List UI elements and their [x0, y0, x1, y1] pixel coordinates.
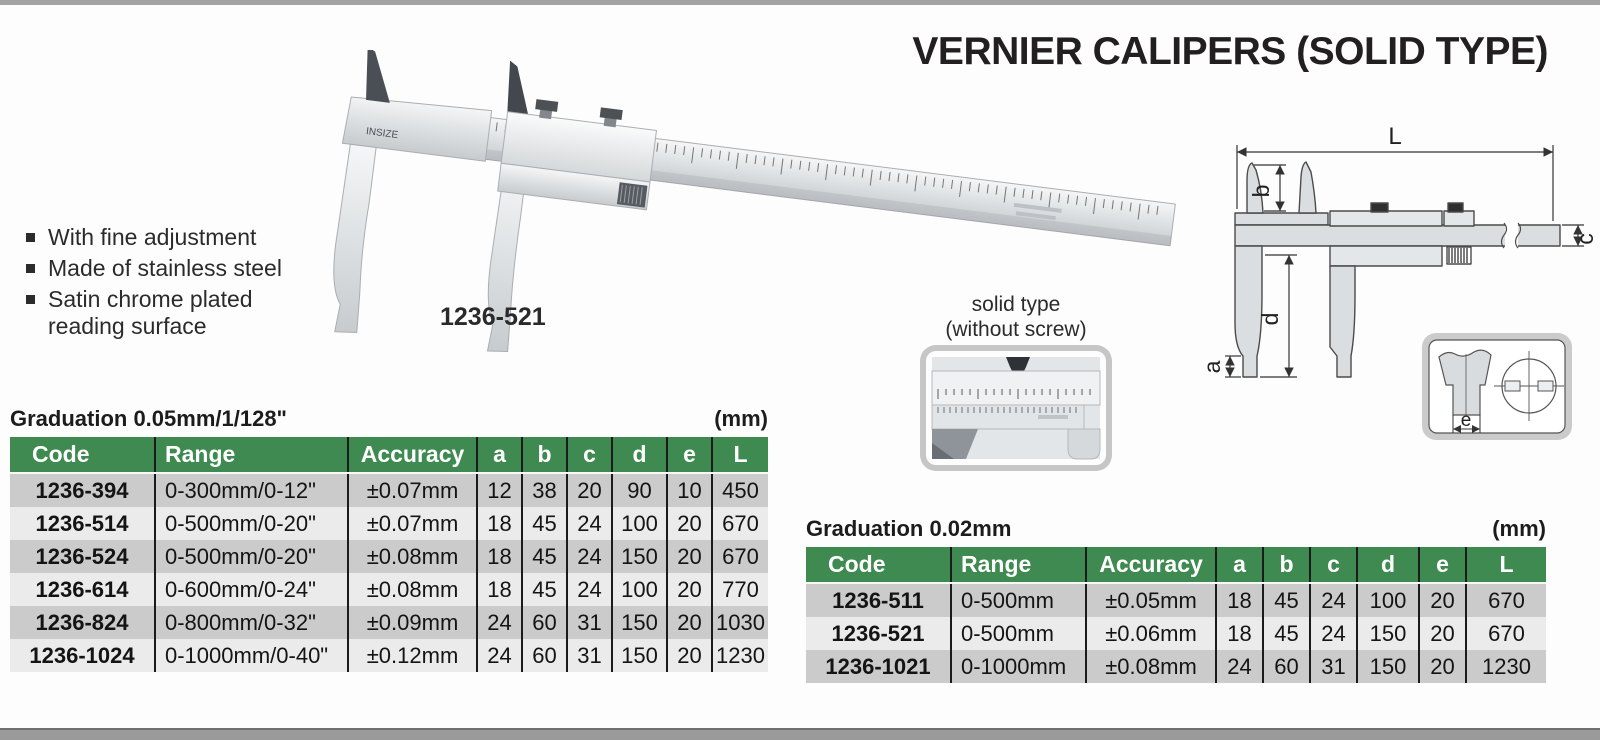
table-cell: 20	[667, 573, 712, 606]
table-cell: 0-300mm/0-12"	[155, 473, 348, 507]
table-cell: 770	[712, 573, 768, 606]
table-cell: 24	[567, 573, 612, 606]
table-cell: ±0.05mm	[1086, 583, 1216, 617]
closeup-caption-line2: (without screw)	[945, 318, 1087, 341]
column-header-e: e	[667, 437, 712, 473]
clamp-screw-knob	[600, 107, 623, 120]
table-cell: 1236-514	[35, 510, 129, 536]
column-header-accuracy: Accuracy	[1086, 547, 1216, 583]
table-cell: 150	[1357, 617, 1419, 650]
table-cell: 100	[612, 573, 667, 606]
table-cell: 100	[612, 507, 667, 540]
table-cell: ±0.06mm	[1086, 617, 1216, 650]
column-header-e: e	[1419, 547, 1466, 583]
table-cell: 20	[667, 507, 712, 540]
feature-item	[26, 255, 286, 282]
table-cell: 0-500mm/0-20"	[155, 540, 348, 573]
table-row	[10, 606, 768, 639]
table-cell: 1236-521	[831, 620, 925, 646]
spec-table	[10, 437, 768, 672]
movable-lower-jaw-outline	[1330, 266, 1355, 377]
table-cell: 20	[667, 606, 712, 639]
table-cell: 18	[1216, 583, 1263, 617]
column-header-code: Code	[10, 437, 155, 473]
spec-table-graduation-005	[10, 437, 768, 672]
column-header-range: Range	[951, 547, 1086, 583]
table-row	[10, 540, 768, 573]
square-bullet-icon	[26, 264, 35, 273]
table-row	[806, 650, 1546, 683]
table-row	[10, 573, 768, 606]
spec-table-graduation-002	[806, 547, 1546, 683]
table-cell: 24	[477, 606, 522, 639]
table-cell: 1230	[1466, 650, 1546, 683]
table-cell: 24	[567, 507, 612, 540]
dim-label-d: d	[1257, 312, 1283, 326]
table-cell: 20	[1419, 650, 1466, 683]
closeup-caption-line1: solid type	[971, 293, 1061, 316]
contact-face	[1538, 381, 1553, 391]
fine-adjust-plate-outline	[1444, 211, 1474, 226]
contact-face	[1505, 381, 1520, 391]
column-header-l: L	[712, 437, 768, 473]
table-cell: 45	[1263, 583, 1310, 617]
table-title: Graduation 0.02mm	[806, 516, 1012, 541]
top-border-bar	[0, 0, 1600, 5]
feature-item	[26, 224, 286, 251]
table-cell: 1236-1024	[29, 642, 135, 668]
table-row	[10, 507, 768, 540]
table-cell: 670	[712, 507, 768, 540]
fixed-lower-jaw-outline	[1235, 246, 1262, 377]
square-bullet-icon	[26, 233, 35, 242]
table-cell: ±0.09mm	[348, 606, 477, 639]
table-cell: 45	[522, 573, 567, 606]
table-cell: 150	[1357, 650, 1419, 683]
page-title: VERNIER CALIPERS (SOLID TYPE)	[912, 30, 1548, 73]
bottom-border-bar	[0, 728, 1600, 740]
table-cell: 0-500mm	[951, 617, 1086, 650]
table-cell: ±0.07mm	[348, 507, 477, 540]
closeup-caption	[918, 292, 1114, 342]
thumb-screw	[1371, 203, 1388, 212]
table-title: Graduation 0.05mm/1/128"	[10, 406, 287, 431]
spec-table	[806, 547, 1546, 683]
table-cell: 150	[612, 540, 667, 573]
table-row	[806, 583, 1546, 617]
table-row	[806, 617, 1546, 650]
table-cell: 100	[1357, 583, 1419, 617]
table-cell: 45	[1263, 617, 1310, 650]
table-cell: 20	[667, 639, 712, 672]
closeup-marking	[1038, 415, 1068, 419]
fixed-lower-jaw	[325, 144, 380, 335]
column-header-c: c	[1310, 547, 1357, 583]
table-cell: 1236-824	[35, 609, 129, 635]
table-cell: 20	[567, 473, 612, 507]
knurl-hatch	[1449, 248, 1467, 263]
table-cell: 38	[522, 473, 567, 507]
table-cell: 1236-511	[832, 587, 924, 613]
dimension-diagram	[1185, 95, 1600, 465]
table-cell: 12	[477, 473, 522, 507]
slider-plate-outline	[1330, 211, 1442, 226]
column-header-range: Range	[155, 437, 348, 473]
dim-label-e: e	[1460, 410, 1472, 431]
table-cell: 18	[477, 573, 522, 606]
table-row	[10, 473, 768, 507]
feature-text: Made of stainless steel	[48, 255, 282, 281]
table-cell: 0-600mm/0-24"	[155, 573, 348, 606]
feature-list	[26, 224, 286, 344]
slider-lower-outline	[1330, 246, 1442, 266]
table-title-row	[10, 406, 768, 432]
dim-label-L: L	[1388, 123, 1402, 150]
table-cell: 0-1000mm/0-40"	[155, 639, 348, 672]
table-cell: 31	[567, 606, 612, 639]
dim-label-c: c	[1572, 233, 1598, 245]
dim-label-a: a	[1199, 360, 1225, 374]
table-cell: ±0.08mm	[1086, 650, 1216, 683]
table-cell: 20	[1419, 583, 1466, 617]
table-title-row	[806, 516, 1546, 542]
table-cell: 60	[522, 639, 567, 672]
table-cell: 0-1000mm	[951, 650, 1086, 683]
table-cell: 10	[667, 473, 712, 507]
head-outline	[1235, 213, 1328, 225]
column-header-d: d	[1357, 547, 1419, 583]
column-header-code: Code	[806, 547, 951, 583]
table-cell: 450	[712, 473, 768, 507]
table-cell: 18	[477, 507, 522, 540]
column-header-c: c	[567, 437, 612, 473]
table-cell: 1236-614	[35, 576, 129, 602]
table-cell: 24	[567, 540, 612, 573]
column-header-d: d	[612, 437, 667, 473]
table-row	[10, 639, 768, 672]
table-cell: 1236-524	[35, 543, 129, 569]
table-cell: 24	[477, 639, 522, 672]
feature-text: With fine adjustment	[48, 224, 257, 250]
table-cell: ±0.07mm	[348, 473, 477, 507]
table-cell: 45	[522, 540, 567, 573]
table-cell: ±0.08mm	[348, 573, 477, 606]
clamp-screw-knob	[535, 99, 558, 112]
table-cell: 670	[712, 540, 768, 573]
feature-item	[26, 286, 286, 340]
column-header-a: a	[477, 437, 522, 473]
closeup-beam	[932, 371, 1100, 405]
table-cell: 150	[612, 606, 667, 639]
movable-knife-jaw-outline	[1299, 162, 1316, 213]
table-cell: 45	[522, 507, 567, 540]
table-unit: (mm)	[1492, 516, 1546, 541]
table-cell: 24	[1216, 650, 1263, 683]
table-cell: 18	[1216, 617, 1263, 650]
table-cell: 90	[612, 473, 667, 507]
table-cell: 670	[1466, 617, 1546, 650]
closeup-jaw-end	[1068, 429, 1100, 459]
column-header-b: b	[1263, 547, 1310, 583]
table-cell: 0-500mm/0-20"	[155, 507, 348, 540]
table-cell: 24	[1310, 583, 1357, 617]
movable-knife-jaw	[503, 61, 536, 119]
table-cell: 1030	[712, 606, 768, 639]
table-cell: 1230	[712, 639, 768, 672]
table-cell: 150	[612, 639, 667, 672]
closeup-photo	[920, 345, 1112, 471]
table-cell: ±0.12mm	[348, 639, 477, 672]
thumb-screw	[1448, 203, 1463, 212]
column-header-accuracy: Accuracy	[348, 437, 477, 473]
feature-text: Satin chrome plated reading surface	[48, 286, 253, 339]
product-code: 1236-521	[440, 303, 546, 331]
dim-label-b: b	[1248, 184, 1274, 198]
fixed-knife-jaw	[361, 50, 396, 103]
table-cell: 31	[1310, 650, 1357, 683]
table-cell: 1236-1021	[825, 653, 931, 679]
table-cell: 1236-394	[35, 477, 129, 503]
table-cell: ±0.08mm	[348, 540, 477, 573]
table-cell: 18	[477, 540, 522, 573]
column-header-a: a	[1216, 547, 1263, 583]
table-cell: 0-500mm	[951, 583, 1086, 617]
column-header-l: L	[1466, 547, 1546, 583]
table-cell: 670	[1466, 583, 1546, 617]
table-cell: 60	[522, 606, 567, 639]
table-unit: (mm)	[714, 406, 768, 431]
square-bullet-icon	[26, 295, 35, 304]
column-header-b: b	[522, 437, 567, 473]
table-cell: 31	[567, 639, 612, 672]
table-cell: 0-800mm/0-32"	[155, 606, 348, 639]
brand-logo: INSIZE	[365, 126, 399, 142]
table-cell: 24	[1310, 617, 1357, 650]
table-cell: 60	[1263, 650, 1310, 683]
table-cell: 20	[1419, 617, 1466, 650]
table-cell: 20	[667, 540, 712, 573]
